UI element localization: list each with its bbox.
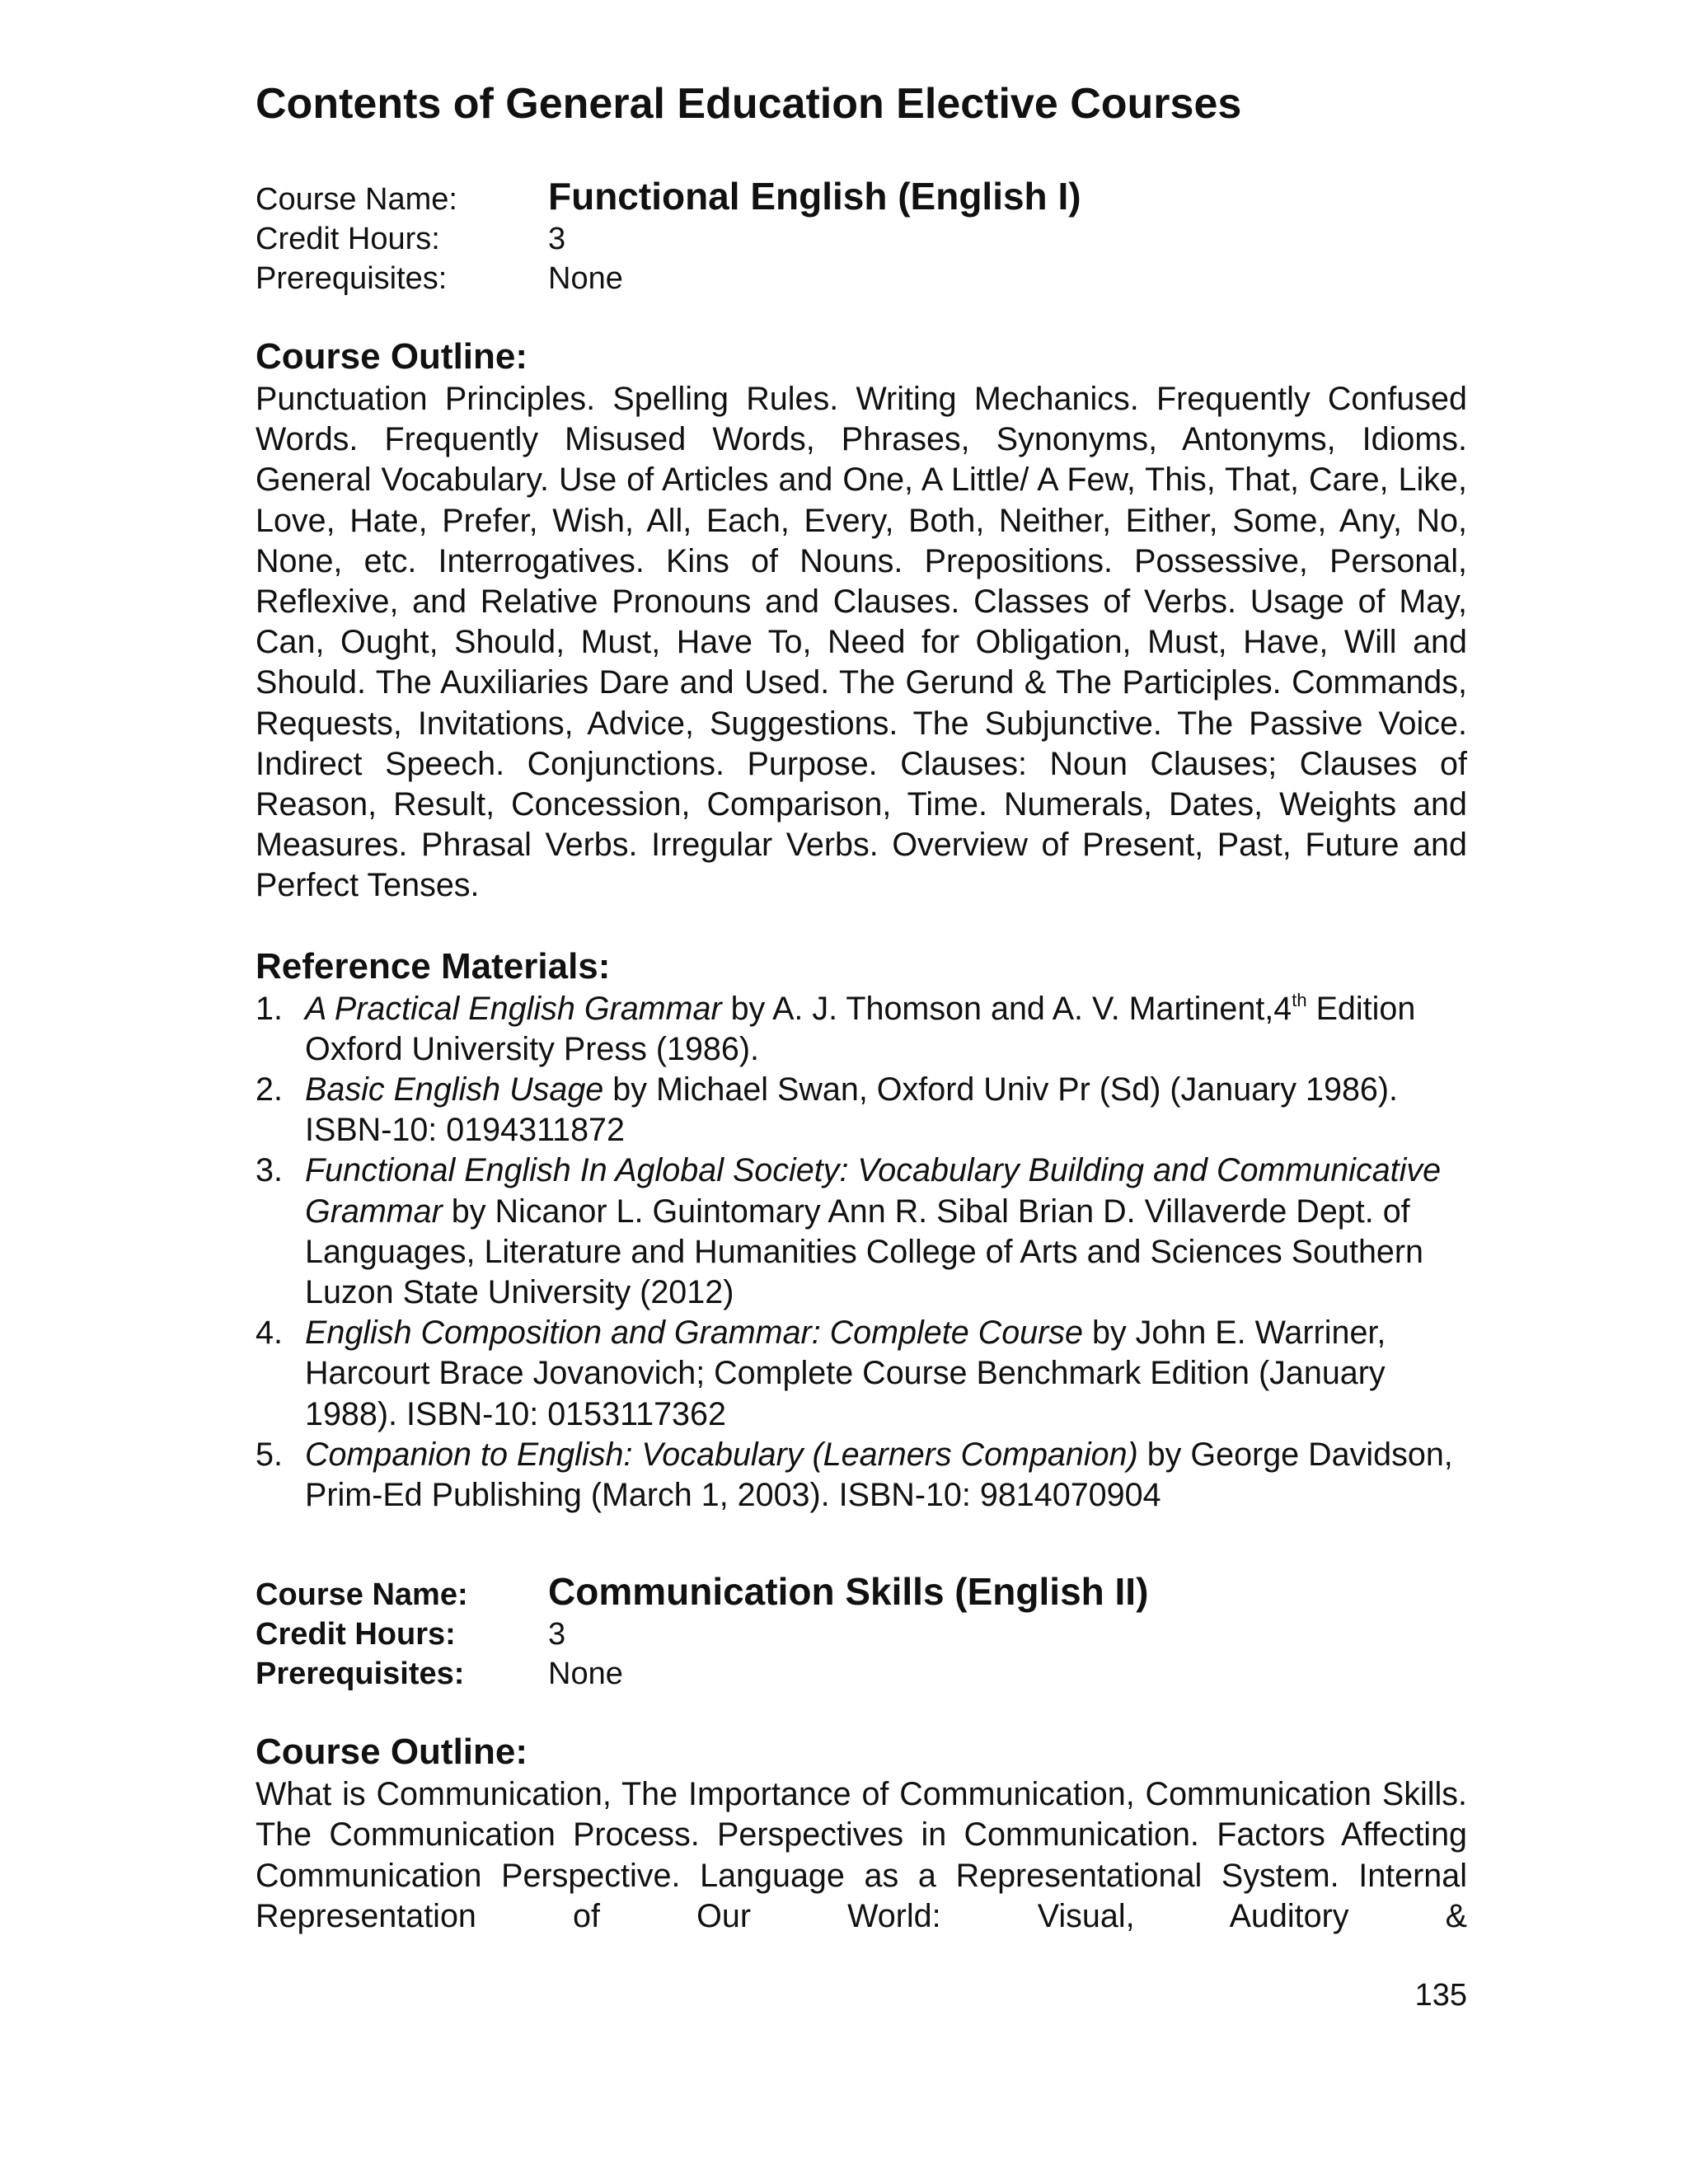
reference-superscript: th bbox=[1292, 989, 1307, 1010]
course1-meta bbox=[256, 175, 1467, 298]
course1-credit-row bbox=[256, 219, 1467, 259]
credit-hours-label: Credit Hours: bbox=[256, 1617, 456, 1652]
document-page bbox=[256, 74, 1467, 1937]
prerequisites-value: None bbox=[548, 1657, 623, 1692]
reference-title: A Practical English Grammar bbox=[305, 990, 722, 1027]
reference-title: Basic English Usage bbox=[305, 1071, 604, 1108]
reference-title: Functional English In Aglobal Society: Vocabulary Building and Communicative Grammar bbox=[305, 1152, 1442, 1230]
credit-hours-label: Credit Hours: bbox=[256, 222, 440, 256]
prerequisites-label: Prerequisites: bbox=[256, 1657, 465, 1692]
reference-text bbox=[305, 1070, 1467, 1151]
course-name-label: Course Name: bbox=[256, 1577, 468, 1613]
course2-outline-heading: Course Outline: bbox=[256, 1732, 528, 1773]
course2-credit-row bbox=[256, 1615, 1467, 1654]
credit-hours-value: 3 bbox=[548, 1617, 566, 1652]
reference-title: English Composition and Grammar: Complete Course bbox=[305, 1315, 1084, 1352]
reference-text bbox=[305, 989, 1467, 1070]
reference-details: by Michael Swan, Oxford Univ Pr (Sd) (January 1986). ISBN-10: 0194311872 bbox=[305, 1071, 1399, 1149]
reference-item bbox=[256, 1435, 1467, 1516]
prerequisites-value: None bbox=[548, 261, 623, 296]
course2-name-row bbox=[256, 1570, 1467, 1615]
reference-details: by George Davidson, Prim-Ed Publishing (March 1, 2003). ISBN-10: 9814070904 bbox=[305, 1436, 1453, 1514]
reference-item bbox=[256, 1151, 1467, 1313]
reference-text bbox=[305, 1435, 1467, 1516]
course1-prereq-row bbox=[256, 259, 1467, 298]
page-number: 135 bbox=[1414, 1978, 1467, 2013]
reference-number: 5. bbox=[256, 1436, 283, 1473]
reference-item bbox=[256, 1070, 1467, 1151]
reference-number: 3. bbox=[256, 1152, 283, 1189]
course-name-value: Functional English (English I) bbox=[548, 175, 1081, 218]
reference-title: Companion to English: Vocabulary (Learners Companion) bbox=[305, 1436, 1138, 1473]
prerequisites-label: Prerequisites: bbox=[256, 261, 448, 296]
course1-outline-heading: Course Outline: bbox=[256, 336, 528, 377]
reference-list bbox=[256, 989, 1467, 1516]
course1-name-row bbox=[256, 175, 1467, 219]
reference-details: by Nicanor L. Guintomary Ann R. Sibal Brian D. Villaverde Dept. of Languages, Literature and Humanities College of Arts and Sciences Southern Luzon State University (2012) bbox=[305, 1193, 1424, 1311]
course1-outline-text: Punctuation Principles. Spelling Rules. Writing Mechanics. Frequently Confused Words. Frequently Misused Words, Phrases, Synonyms, Antonyms, Idioms. General Vocabulary. Use of Articles and One, A Little/ A Few, This, That, Care, Like, Love, Hate, Prefer, Wish, All, Each, Every, Both, Neither, Either, Some, Any, No, None, etc. Interrogatives. Kins of Nouns. Prepositions. Possessive, Personal, Reflexive, and Relative Pronouns and Clauses. Classes of Verbs. Usage of May, Can, Ought, Should, Must, Have To, Need for Obligation, Must, Have, Will and Should. The Auxiliaries Dare and Used. The Gerund & The Participles. Commands, Requests, Invitations, Advice, Suggestions. The Subjunctive. The Passive Voice. Indirect Speech. Conjunctions. Purpose. Clauses: Noun Clauses; Clauses of Reason, Result, Concession, Comparison, Time. Numerals, Dates, Weights and Measures. Phrasal Verbs. Irregular Verbs. Overview of Present, Past, Future and Perfect Tenses. bbox=[256, 381, 1467, 904]
course-name-value: Communication Skills (English II) bbox=[548, 1570, 1149, 1614]
course-name-label: Course Name: bbox=[256, 182, 457, 217]
reference-number: 4. bbox=[256, 1315, 283, 1352]
reference-details: by John E. Warriner, Harcourt Brace Jovanovich; Complete Course Benchmark Edition (January 1988). ISBN-10: 0153117362 bbox=[305, 1315, 1386, 1432]
reference-item bbox=[256, 989, 1467, 1070]
page-title: Contents of General Education Elective Courses bbox=[256, 80, 1242, 128]
reference-number: 2. bbox=[256, 1071, 283, 1108]
reference-materials-heading: Reference Materials: bbox=[256, 945, 611, 987]
credit-hours-value: 3 bbox=[548, 222, 566, 256]
course2-prereq-row bbox=[256, 1654, 1467, 1694]
reference-details: by A. J. Thomson and A. V. Martinent,4 bbox=[721, 990, 1292, 1027]
reference-text bbox=[305, 1313, 1467, 1435]
reference-text bbox=[305, 1151, 1467, 1313]
reference-item bbox=[256, 1313, 1467, 1435]
reference-details-cont: Edition Oxford University Press (1986). bbox=[305, 990, 1416, 1067]
course2-outline-text: What is Communication, The Importance of Communication, Communication Skills. The Communication Process. Perspectives in Communication. Factors Affecting Communication Perspective. Language as a Representational System. Internal Representation of Our World: Visual, Auditory & bbox=[256, 1776, 1467, 1934]
course2-meta bbox=[256, 1570, 1467, 1694]
reference-number: 1. bbox=[256, 990, 283, 1027]
